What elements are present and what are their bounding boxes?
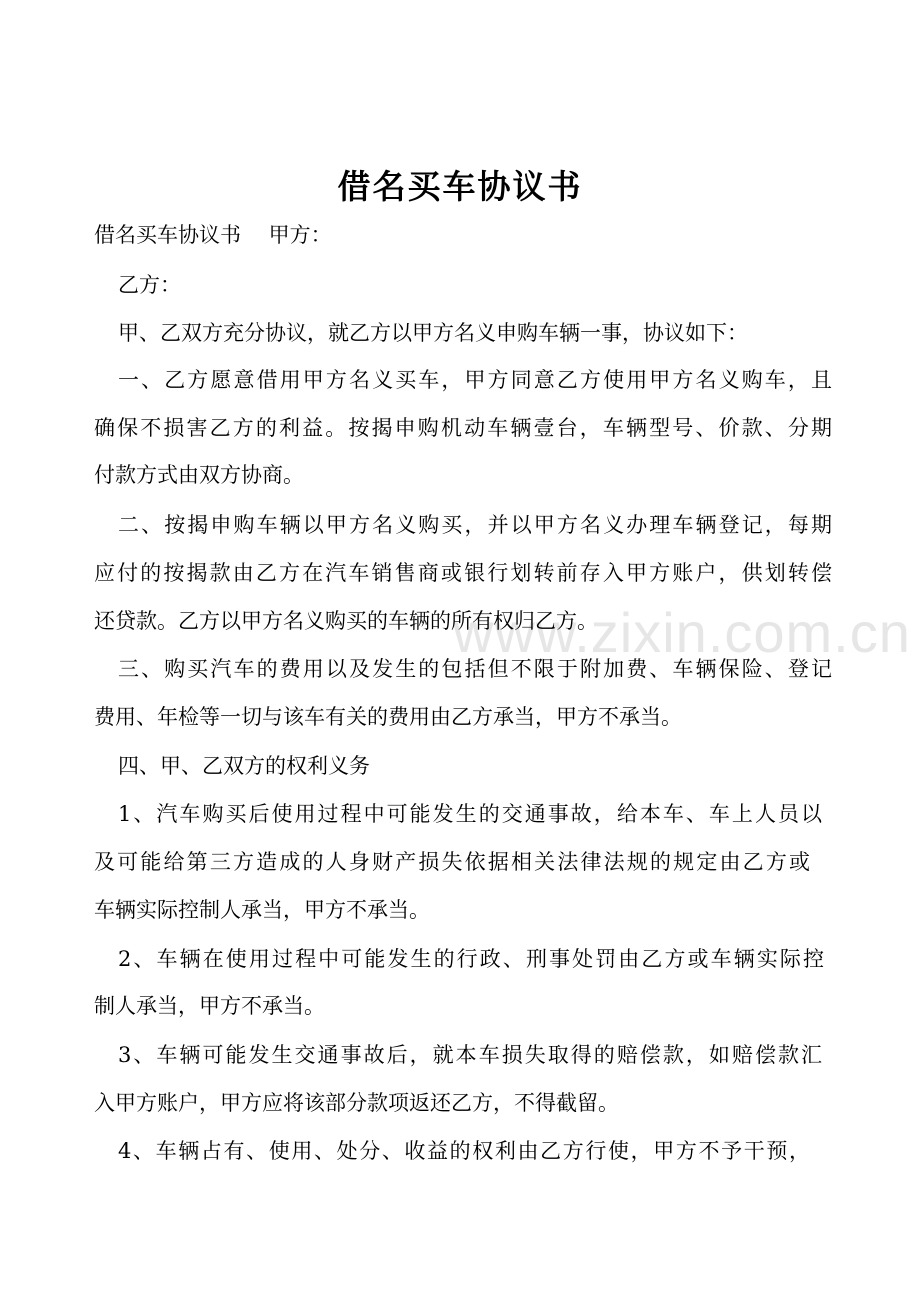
document-title: 借名买车协议书 (337, 167, 583, 206)
clause-4-heading: 四、甲、乙双方的权利义务 (118, 754, 370, 778)
item-3-line-2: 入甲方账户，甲方应将该部分款项返还乙方，不得截留。 (94, 1091, 619, 1115)
item-1-line-3: 车辆实际控制人承当，甲方不承当。 (94, 898, 430, 922)
clause-2-line-2: 应付的按揭款由乙方在汽车销售商或银行划转前存入甲方账户，供划转偿 (94, 561, 832, 585)
item-1-line-2: 及可能给第三方造成的人身财产损失依据相关法律法规的规定由乙方或 (94, 850, 810, 874)
intro-line: 甲、乙双方充分协议，就乙方以甲方名义申购车辆一事，协议如下： (118, 321, 748, 345)
party-b-line: 乙方： (118, 273, 181, 297)
watermark: www.zixin.com.cn (453, 601, 911, 664)
clause-3-line-1: 三、购买汽车的费用以及发生的包括但不限于附加费、车辆保险、登记 (118, 657, 832, 681)
clause-3-line-2: 费用、年检等一切与该车有关的费用由乙方承当，甲方不承当。 (94, 705, 682, 729)
clause-2-line-3: 还贷款。乙方以甲方名义购买的车辆的所有权归乙方。 (94, 609, 598, 633)
item-4-line-1: 4、车辆占有、使用、处分、收益的权利由乙方行使，甲方不予干预， (118, 1139, 810, 1163)
item-1-line-1: 1、汽车购买后使用过程中可能发生的交通事故，给本车、车上人员以 (118, 802, 822, 826)
item-2-line-2: 制人承当，甲方不承当。 (94, 994, 325, 1018)
party-a-line: 借名买车协议书 甲方： (94, 223, 332, 247)
item-3-line-1: 3、车辆可能发生交通事故后，就本车损失取得的赔偿款，如赔偿款汇 (118, 1043, 822, 1067)
item-2-line-1: 2、车辆在使用过程中可能发生的行政、刑事处罚由乙方或车辆实际控 (118, 947, 824, 971)
clause-1-line-1: 一、乙方愿意借用甲方名义买车，甲方同意乙方使用甲方名义购车，且 (118, 368, 832, 392)
clause-2-line-1: 二、按揭申购车辆以甲方名义购买，并以甲方名义办理车辆登记，每期 (118, 513, 832, 537)
clause-1-line-3: 付款方式由双方协商。 (94, 463, 304, 487)
clause-1-line-2: 确保不损害乙方的利益。按揭申购机动车辆壹台，车辆型号、价款、分期 (94, 416, 832, 440)
